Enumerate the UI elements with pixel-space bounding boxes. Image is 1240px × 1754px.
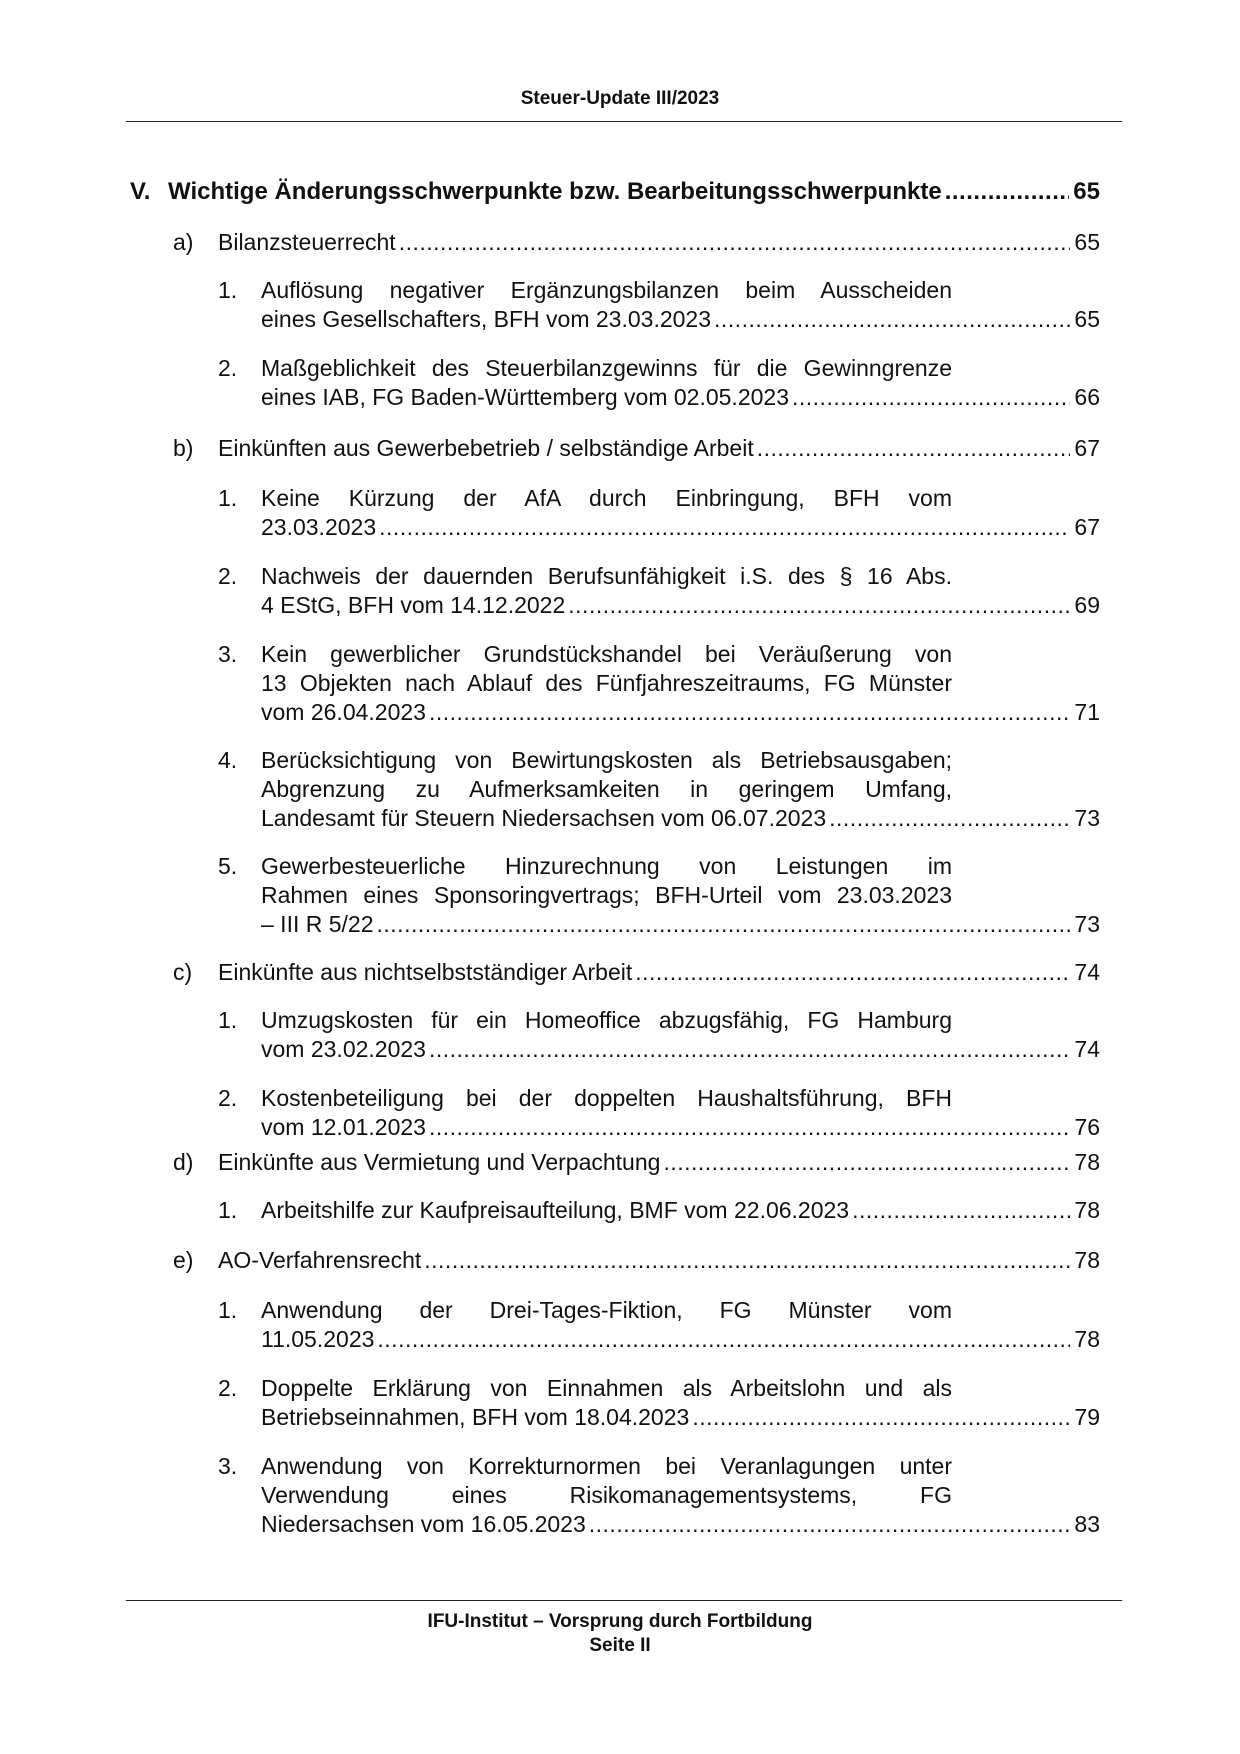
toc-last-line xyxy=(261,910,1100,939)
toc-subsection[interactable] xyxy=(173,228,1100,257)
toc-label: c) xyxy=(173,959,193,985)
toc-last-line xyxy=(261,383,1100,412)
dot-leader xyxy=(379,513,1070,542)
footer-institute: IFU-Institut – Vorsprung durch Fortbildung xyxy=(427,1611,813,1632)
dot-leader xyxy=(757,434,1071,463)
toc-label: 4. xyxy=(218,747,238,773)
page-number: 79 xyxy=(1074,1404,1100,1430)
toc-last-line xyxy=(261,513,1100,542)
toc-label: 2. xyxy=(218,1085,238,1111)
toc-label: 3. xyxy=(218,1453,238,1479)
toc-item[interactable] xyxy=(218,640,1100,727)
toc-item-line: Kostenbeteiligung bei der doppelten Haushaltsführung, BFH xyxy=(261,1085,952,1111)
toc-item-last-text: eines IAB, FG Baden-Württemberg vom 02.05.2023 xyxy=(261,384,789,410)
page-number: 78 xyxy=(1074,1197,1100,1223)
dot-leader xyxy=(714,305,1070,334)
toc-last-line xyxy=(261,1325,1100,1354)
toc-item-line: Anwendung von Korrekturnormen bei Veranlagungen unter xyxy=(261,1453,952,1479)
toc-item-last-text: – III R 5/22 xyxy=(261,911,374,937)
toc-last-line xyxy=(218,1246,1100,1275)
toc-item-line: Keine Kürzung der AfA durch Einbringung, BFH vom xyxy=(261,485,952,511)
toc-item-last-text: 4 EStG, BFH vom 14.12.2022 xyxy=(261,592,566,618)
toc-label: e) xyxy=(173,1247,194,1273)
toc-text-block xyxy=(261,746,1100,833)
toc-item-last-text: 23.03.2023 xyxy=(261,514,377,540)
dot-leader xyxy=(429,1035,1070,1064)
page-number: 65 xyxy=(1073,178,1100,205)
toc-item[interactable] xyxy=(218,1452,1100,1539)
page-number: 71 xyxy=(1074,699,1100,725)
page-number: 78 xyxy=(1074,1326,1100,1352)
toc-text-block xyxy=(218,1148,1100,1177)
page-number: 66 xyxy=(1074,384,1100,410)
page-number: 76 xyxy=(1074,1114,1100,1140)
toc-last-line xyxy=(261,1510,1100,1539)
toc-subsection[interactable] xyxy=(173,958,1100,987)
toc-label: 1. xyxy=(218,1297,238,1323)
subsection-title: Einkünfte aus nichtselbstständiger Arbeit xyxy=(218,959,633,985)
subsection-title: Bilanzsteuerrecht xyxy=(218,229,396,255)
toc-text-block xyxy=(261,1452,1100,1539)
toc-item[interactable] xyxy=(218,354,1100,412)
toc-item-last-text: 11.05.2023 xyxy=(261,1326,375,1352)
page-number: 74 xyxy=(1074,1036,1100,1062)
dot-leader xyxy=(429,698,1070,727)
toc-item-line: 13 Objekten nach Ablauf des Fünfjahreszeitraums, FG Münster xyxy=(261,670,952,696)
toc-item-last-text: Niedersachsen vom 16.05.2023 xyxy=(261,1511,586,1537)
toc-last-line xyxy=(168,177,1100,206)
toc-text-block xyxy=(261,1084,1100,1142)
toc-text-block xyxy=(261,276,1100,334)
subsection-title: Einkünfte aus Vermietung und Verpachtung xyxy=(218,1149,661,1175)
page-number: 78 xyxy=(1074,1247,1100,1273)
toc-label: b) xyxy=(173,435,194,461)
page-number: 67 xyxy=(1074,514,1100,540)
dot-leader xyxy=(663,1148,1070,1177)
toc-item-last-text: Landesamt für Steuern Niedersachsen vom 06.07.2023 xyxy=(261,805,827,831)
dot-leader xyxy=(829,804,1070,833)
toc-last-line xyxy=(261,1196,1100,1225)
toc-text-block xyxy=(218,434,1100,463)
toc-text-block xyxy=(218,228,1100,257)
toc-last-line xyxy=(261,1035,1100,1064)
header-rule xyxy=(126,121,1122,122)
toc-label: 1. xyxy=(218,485,238,511)
toc-label: 1. xyxy=(218,1007,238,1033)
toc-subsection[interactable] xyxy=(173,1246,1100,1275)
toc-text-block xyxy=(261,354,1100,412)
toc-item-line: Verwendung eines Risikomanagementsystems, FG xyxy=(261,1482,952,1508)
toc-last-line xyxy=(261,305,1100,334)
toc-item-line: Berücksichtigung von Bewirtungskosten als Betriebsausgaben; xyxy=(261,747,952,773)
dot-leader xyxy=(945,177,1070,206)
toc-item-line: Abgrenzung zu Aufmerksamkeiten in geringem Umfang, xyxy=(261,776,952,802)
page-number: 73 xyxy=(1074,911,1100,937)
page-number: 65 xyxy=(1074,306,1100,332)
dot-leader xyxy=(568,591,1070,620)
toc-text-block xyxy=(218,1246,1100,1275)
dot-leader xyxy=(792,383,1070,412)
toc-text-block xyxy=(261,1374,1100,1432)
toc-section[interactable] xyxy=(130,177,1100,206)
toc-label: 2. xyxy=(218,1375,238,1401)
toc-subsection[interactable] xyxy=(173,1148,1100,1177)
header-title: Steuer-Update III/2023 xyxy=(520,88,720,109)
page-number: 69 xyxy=(1074,592,1100,618)
dot-leader xyxy=(377,910,1071,939)
toc-last-line xyxy=(261,1403,1100,1432)
dot-leader xyxy=(377,1325,1070,1354)
toc-item[interactable] xyxy=(218,1196,1100,1225)
toc-item[interactable] xyxy=(218,746,1100,833)
toc-item-line: Nachweis der dauernden Berufsunfähigkeit i.S. des § 16 Abs. xyxy=(261,563,952,589)
footer xyxy=(0,1610,1240,1658)
toc-item-last-text: vom 12.01.2023 xyxy=(261,1114,426,1140)
dot-leader xyxy=(635,958,1070,987)
toc-label: 3. xyxy=(218,641,238,667)
toc-item[interactable] xyxy=(218,852,1100,939)
page-number: 78 xyxy=(1074,1149,1100,1175)
toc-last-line xyxy=(261,698,1100,727)
toc-last-line xyxy=(218,228,1100,257)
toc-label: a) xyxy=(173,229,194,255)
toc-item-line: Kein gewerblicher Grundstückshandel bei Veräußerung von xyxy=(261,641,952,667)
toc-item-line: Doppelte Erklärung von Einnahmen als Arbeitslohn und als xyxy=(261,1375,952,1401)
page-number: 73 xyxy=(1074,805,1100,831)
dot-leader xyxy=(589,1510,1071,1539)
toc-label: 5. xyxy=(218,853,238,879)
subsection-title: AO-Verfahrensrecht xyxy=(218,1247,422,1273)
toc-item-last-text: Betriebseinnahmen, BFH vom 18.04.2023 xyxy=(261,1404,690,1430)
toc-label: 1. xyxy=(218,277,238,303)
toc-text-block xyxy=(261,1006,1100,1064)
toc-text-block xyxy=(261,562,1100,620)
dot-leader xyxy=(692,1403,1070,1432)
toc-item-line: Auflösung negativer Ergänzungsbilanzen beim Ausscheiden xyxy=(261,277,952,303)
toc-last-line xyxy=(261,804,1100,833)
toc-text-block xyxy=(168,177,1100,206)
dot-leader xyxy=(399,228,1071,257)
toc-label: 2. xyxy=(218,563,238,589)
toc-item-line: Rahmen eines Sponsoringvertrags; BFH-Urteil vom 23.03.2023 xyxy=(261,882,952,908)
page-number: 67 xyxy=(1074,435,1100,461)
toc-label: d) xyxy=(173,1149,194,1175)
toc-item[interactable] xyxy=(218,1084,1100,1142)
toc-item[interactable] xyxy=(218,1374,1100,1432)
dot-leader xyxy=(424,1246,1070,1275)
toc-text-block xyxy=(261,640,1100,727)
toc-label: 1. xyxy=(218,1197,238,1223)
toc-subsection[interactable] xyxy=(173,434,1100,463)
toc-item[interactable] xyxy=(218,484,1100,542)
page-number: 74 xyxy=(1074,959,1100,985)
toc-last-line xyxy=(218,1148,1100,1177)
toc-text-block xyxy=(261,852,1100,939)
toc-item-last-text: eines Gesellschafters, BFH vom 23.03.2023 xyxy=(261,306,712,332)
footer-rule xyxy=(126,1600,1122,1601)
toc-item-last-text: Arbeitshilfe zur Kaufpreisaufteilung, BMF vom 22.06.2023 xyxy=(261,1197,850,1223)
subsection-title: Einkünften aus Gewerbebetrieb / selbständige Arbeit xyxy=(218,435,754,461)
toc-text-block xyxy=(261,484,1100,542)
toc-item-line: Umzugskosten für ein Homeoffice abzugsfähig, FG Hamburg xyxy=(261,1007,952,1033)
toc-label: V. xyxy=(130,178,151,205)
toc-item[interactable] xyxy=(218,562,1100,620)
toc-item-last-text: vom 26.04.2023 xyxy=(261,699,426,725)
toc-item-last-text: vom 23.02.2023 xyxy=(261,1036,426,1062)
toc-last-line xyxy=(218,958,1100,987)
toc-text-block xyxy=(261,1296,1100,1354)
toc-text-block xyxy=(218,958,1100,987)
toc-item-line: Maßgeblichkeit des Steuerbilanzgewinns für die Gewinngrenze xyxy=(261,355,952,381)
toc-last-line xyxy=(261,1113,1100,1142)
toc-last-line xyxy=(261,591,1100,620)
toc-item[interactable] xyxy=(218,1006,1100,1064)
dot-leader xyxy=(852,1196,1070,1225)
page-number: 65 xyxy=(1074,229,1100,255)
footer-page-number: Seite II xyxy=(589,1635,651,1656)
toc-label: 2. xyxy=(218,355,238,381)
page-number: 83 xyxy=(1074,1511,1100,1537)
section-title: Wichtige Änderungsschwerpunkte bzw. Bearbeitungsschwerpunkte xyxy=(168,178,942,205)
toc-item[interactable] xyxy=(218,1296,1100,1354)
toc-item-line: Gewerbesteuerliche Hinzurechnung von Leistungen im xyxy=(261,853,952,879)
toc-item[interactable] xyxy=(218,276,1100,334)
dot-leader xyxy=(429,1113,1070,1142)
toc-last-line xyxy=(218,434,1100,463)
toc-text-block xyxy=(261,1196,1100,1225)
toc-item-line: Anwendung der Drei-Tages-Fiktion, FG Münster vom xyxy=(261,1297,952,1323)
